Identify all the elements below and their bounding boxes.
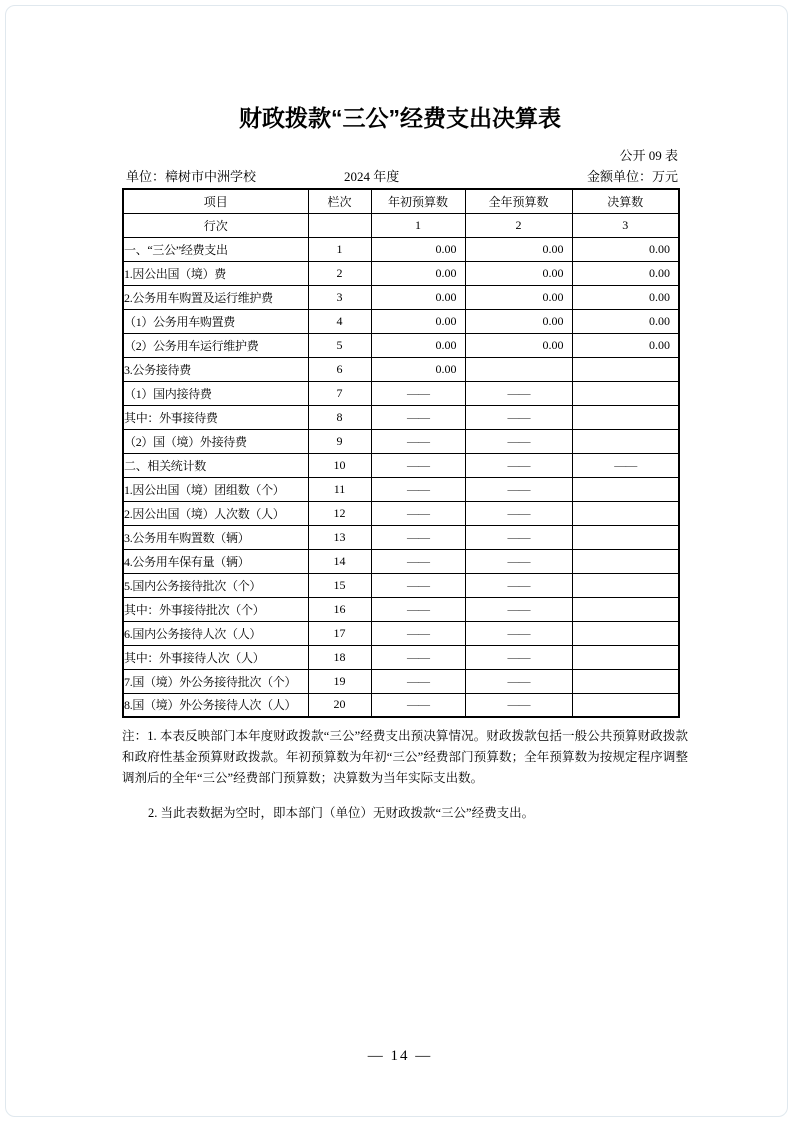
row-final-value — [572, 573, 679, 597]
row-final-value — [572, 693, 679, 717]
header-row — [123, 189, 679, 213]
page-title: 财政拨款“三公”经费支出决算表 — [239, 105, 561, 131]
note-1: 注：1. 本表反映部门本年度财政拨款“三公”经费支出预决算情况。财政拨款包括一般公共预算财政拨款和政府性基金预算财政拨款。年初预算数为年初“三公”经费部门预算数；全年预算数为按规定程序调整调剂后的全年“三公”经费部门预算数；决算数为当年实际支出数。 — [122, 729, 688, 785]
row-line-number: 15 — [308, 573, 371, 597]
row-item-label: 一、“三公”经费支出 — [123, 237, 308, 261]
row-item-label: 8.国（境）外公务接待人次（人） — [123, 693, 308, 717]
table-row — [123, 405, 679, 429]
row-initial-budget-value: —— — [371, 573, 465, 597]
row-line-number: 14 — [308, 549, 371, 573]
row-annual-budget-value: —— — [465, 525, 572, 549]
row-item-label: （1）国内接待费 — [123, 381, 308, 405]
row-item-label: 4.公务用车保有量（辆） — [123, 549, 308, 573]
row-line-number: 9 — [308, 429, 371, 453]
row-annual-budget-value: —— — [465, 693, 572, 717]
table-row — [123, 525, 679, 549]
row-item-label: 5.国内公务接待批次（个） — [123, 573, 308, 597]
row-line-number: 3 — [308, 285, 371, 309]
row-final-value — [572, 669, 679, 693]
table-row — [123, 621, 679, 645]
row-final-value: 0.00 — [572, 309, 679, 333]
row-annual-budget-value: —— — [465, 453, 572, 477]
subheader-row — [123, 213, 679, 237]
row-line-number: 4 — [308, 309, 371, 333]
row-item-label: 7.国（境）外公务接待批次（个） — [123, 669, 308, 693]
row-initial-budget-value: —— — [371, 453, 465, 477]
subheader-label: 行次 — [123, 213, 308, 237]
row-initial-budget-value: 0.00 — [371, 333, 465, 357]
table-row — [123, 669, 679, 693]
row-line-number: 7 — [308, 381, 371, 405]
row-final-value: —— — [572, 453, 679, 477]
table-row — [123, 549, 679, 573]
row-initial-budget-value: —— — [371, 477, 465, 501]
row-final-value — [572, 597, 679, 621]
row-line-number: 19 — [308, 669, 371, 693]
row-initial-budget-value: —— — [371, 645, 465, 669]
subheader-col-1: 1 — [371, 213, 465, 237]
row-initial-budget-value: —— — [371, 549, 465, 573]
row-line-number: 1 — [308, 237, 371, 261]
year-label: 2024 年度 — [344, 169, 400, 184]
row-line-number: 16 — [308, 597, 371, 621]
row-final-value: 0.00 — [572, 261, 679, 285]
table-row — [123, 573, 679, 597]
row-item-label: （1）公务用车购置费 — [123, 309, 308, 333]
table-row — [123, 309, 679, 333]
row-initial-budget-value: —— — [371, 405, 465, 429]
row-line-number: 18 — [308, 645, 371, 669]
row-final-value — [572, 381, 679, 405]
col-header-final: 决算数 — [572, 189, 679, 213]
row-annual-budget-value: 0.00 — [465, 237, 572, 261]
row-line-number: 8 — [308, 405, 371, 429]
row-item-label: 6.国内公务接待人次（人） — [123, 621, 308, 645]
row-initial-budget-value: —— — [371, 693, 465, 717]
row-initial-budget-value: —— — [371, 621, 465, 645]
row-final-value — [572, 405, 679, 429]
amount-unit-label: 金额单位：万元 — [586, 169, 678, 184]
row-line-number: 6 — [308, 357, 371, 381]
row-annual-budget-value: —— — [465, 669, 572, 693]
row-item-label: 其中：外事接待费 — [123, 405, 308, 429]
table-row — [123, 645, 679, 669]
row-initial-budget-value: —— — [371, 669, 465, 693]
row-line-number: 13 — [308, 525, 371, 549]
meta-line — [122, 166, 678, 187]
row-item-label: 其中：外事接待人次（人） — [123, 645, 308, 669]
table-row — [123, 693, 679, 717]
document-page — [122, 0, 688, 1065]
row-annual-budget-value: —— — [465, 405, 572, 429]
row-annual-budget-value: —— — [465, 501, 572, 525]
row-final-value — [572, 501, 679, 525]
table-row — [123, 381, 679, 405]
row-item-label: 1.因公出国（境）团组数（个） — [123, 477, 308, 501]
row-initial-budget-value: 0.00 — [371, 261, 465, 285]
row-line-number: 11 — [308, 477, 371, 501]
row-final-value — [572, 477, 679, 501]
subheader-blank — [308, 213, 371, 237]
col-header-item: 项目 — [123, 189, 308, 213]
row-initial-budget-value: 0.00 — [371, 237, 465, 261]
row-annual-budget-value: —— — [465, 381, 572, 405]
row-final-value — [572, 357, 679, 381]
unit-label: 单位：樟树市中洲学校 — [126, 169, 257, 184]
row-annual-budget-value: —— — [465, 429, 572, 453]
row-final-value: 0.00 — [572, 333, 679, 357]
table-row — [123, 429, 679, 453]
row-final-value — [572, 645, 679, 669]
row-initial-budget-value: —— — [371, 429, 465, 453]
row-item-label: 其中：外事接待批次（个） — [123, 597, 308, 621]
row-annual-budget-value: —— — [465, 645, 572, 669]
row-line-number: 12 — [308, 501, 371, 525]
row-item-label: （2）公务用车运行维护费 — [123, 333, 308, 357]
row-item-label: 3.公务用车购置数（辆） — [123, 525, 308, 549]
row-final-value — [572, 621, 679, 645]
row-final-value: 0.00 — [572, 285, 679, 309]
row-annual-budget-value: —— — [465, 621, 572, 645]
row-final-value — [572, 525, 679, 549]
table-row — [123, 261, 679, 285]
row-item-label: 3.公务接待费 — [123, 357, 308, 381]
row-item-label: 2.公务用车购置及运行维护费 — [123, 285, 308, 309]
row-initial-budget-value: —— — [371, 597, 465, 621]
row-line-number: 17 — [308, 621, 371, 645]
row-annual-budget-value: 0.00 — [465, 285, 572, 309]
row-line-number: 2 — [308, 261, 371, 285]
col-header-annual-budget: 全年预算数 — [465, 189, 572, 213]
row-initial-budget-value: 0.00 — [371, 285, 465, 309]
row-item-label: 1.因公出国（境）费 — [123, 261, 308, 285]
row-line-number: 10 — [308, 453, 371, 477]
table-row — [123, 357, 679, 381]
row-annual-budget-value: —— — [465, 549, 572, 573]
row-annual-budget-value: 0.00 — [465, 261, 572, 285]
row-annual-budget-value: —— — [465, 597, 572, 621]
row-annual-budget-value: —— — [465, 477, 572, 501]
subheader-col-2: 2 — [465, 213, 572, 237]
note-2: 2. 当此表数据为空时，即本部门（单位）无财政拨款“三公”经费支出。 — [148, 806, 535, 820]
row-annual-budget-value — [465, 357, 572, 381]
row-final-value — [572, 549, 679, 573]
row-initial-budget-value: —— — [371, 381, 465, 405]
row-final-value — [572, 429, 679, 453]
row-item-label: 二、相关统计数 — [123, 453, 308, 477]
table-row — [123, 597, 679, 621]
subheader-col-3: 3 — [572, 213, 679, 237]
row-item-label: （2）国（境）外接待费 — [123, 429, 308, 453]
col-header-column: 栏次 — [308, 189, 371, 213]
col-header-initial-budget: 年初预算数 — [371, 189, 465, 213]
table-code-label: 公开 09 表 — [619, 148, 678, 163]
row-annual-budget-value: 0.00 — [465, 333, 572, 357]
budget-table — [122, 188, 680, 718]
row-initial-budget-value: —— — [371, 501, 465, 525]
table-row — [123, 501, 679, 525]
row-annual-budget-value: —— — [465, 573, 572, 597]
row-final-value: 0.00 — [572, 237, 679, 261]
row-line-number: 5 — [308, 333, 371, 357]
row-item-label: 2.因公出国（境）人次数（人） — [123, 501, 308, 525]
row-line-number: 20 — [308, 693, 371, 717]
row-initial-budget-value: 0.00 — [371, 309, 465, 333]
table-row — [123, 333, 679, 357]
page-number: — 14 — — [367, 1048, 433, 1064]
table-row — [123, 477, 679, 501]
row-initial-budget-value: 0.00 — [371, 357, 465, 381]
table-row — [123, 285, 679, 309]
table-row — [123, 237, 679, 261]
table-row — [123, 453, 679, 477]
table-body — [123, 237, 679, 717]
row-initial-budget-value: —— — [371, 525, 465, 549]
row-annual-budget-value: 0.00 — [465, 309, 572, 333]
